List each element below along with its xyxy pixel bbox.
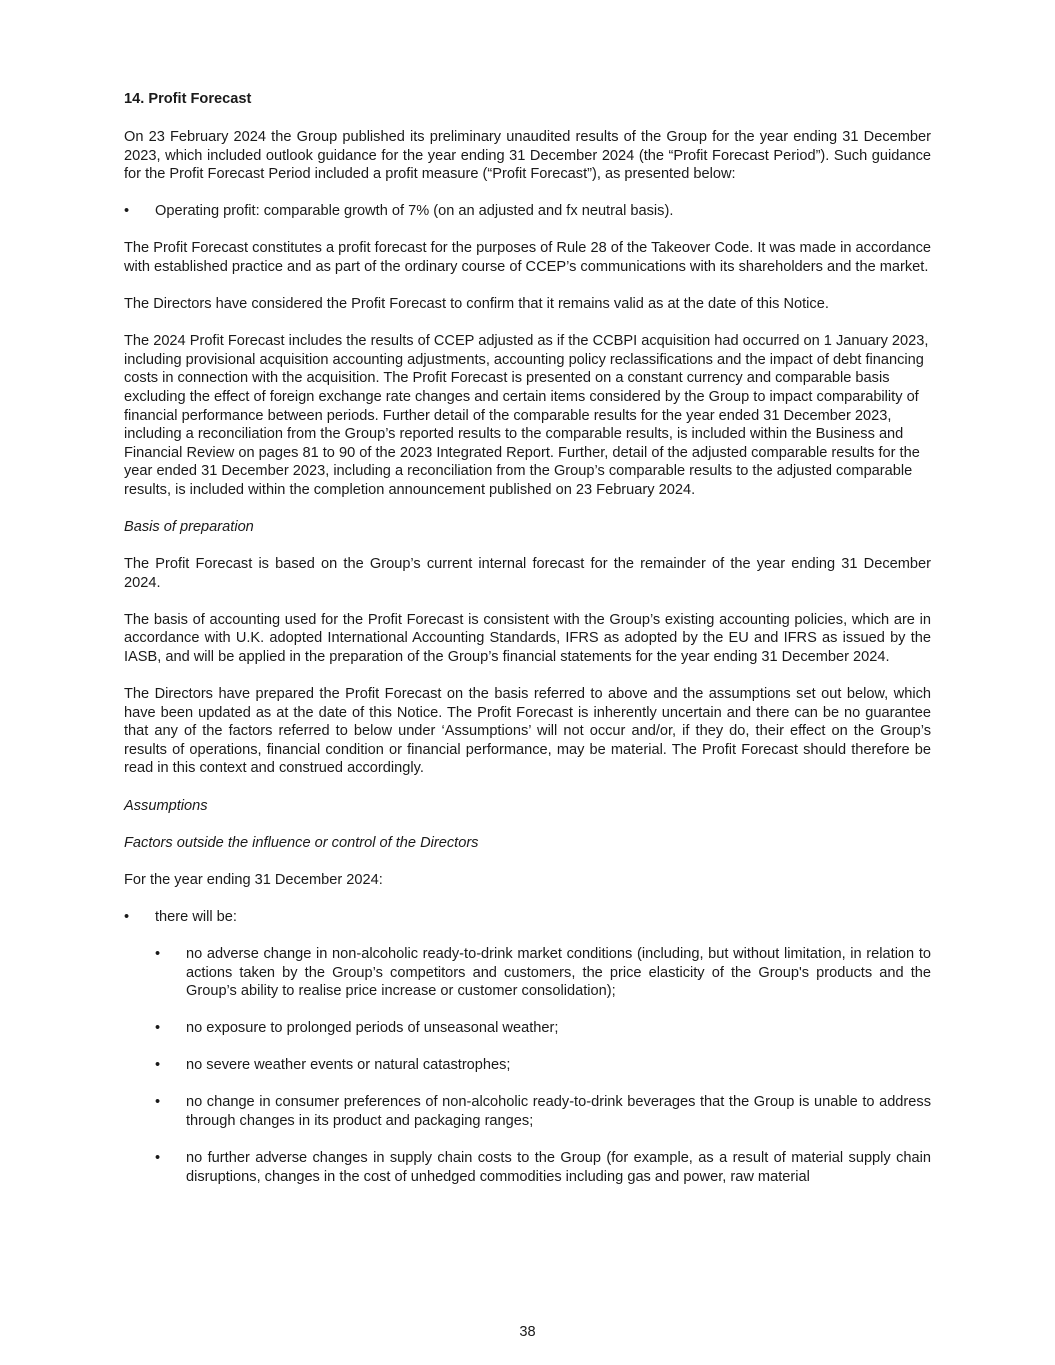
sub-bullet-unseasonal-weather: [155, 1019, 931, 1038]
bullet-there-will-be: [124, 908, 931, 927]
factors-heading: Factors outside the influence or control of the Directors: [124, 834, 479, 851]
sub-bullet-severe-weather: [155, 1056, 931, 1075]
bullet-text: no adverse change in non-alcoholic ready-to-drink market conditions (including, but without limitation, in relation to actions taken by the Group’s competitors and customers, the price elasticity of the Group's products and the Group’s ability to realise price increase or customer consolidation);: [186, 945, 931, 1000]
ccbpi-paragraph: The 2024 Profit Forecast includes the results of CCEP adjusted as if the CCBPI acquisition had occurred on 1 January 2023, including provisional acquisition accounting adjustments, accounting policy reclassifications and the impact of debt financing costs in connection with the acquisition. The Profit Forecast is presented on a constant currency and comparable basis excluding the effect of foreign exchange rate changes and certain items considered by the Group to impact comparability of financial performance between periods. Further detail of the comparable results for the year ended 31 December 2023, including a reconciliation from the Group’s reported results to the comparable results, is included within the Business and Financial Review on pages 81 to 90 of the 2023 Integrated Report. Further, detail of the adjusted comparable results for the year ended 31 December 2023, including a reconciliation from the Group’s comparable results to the adjusted comparable results, is included within the completion announcement published on 23 February 2024.: [124, 333, 929, 498]
bullet-symbol: •: [155, 1020, 161, 1037]
directors-confirm-paragraph: The Directors have considered the Profit Forecast to confirm that it remains valid as at the date of this Notice.: [124, 296, 829, 313]
bullet-symbol: •: [155, 1094, 161, 1111]
basis-of-preparation-heading: Basis of preparation: [124, 519, 254, 535]
basis-accounting-paragraph: The basis of accounting used for the Profit Forecast is consistent with the Group’s existing accounting policies, which are in accordance with U.K. adopted International Accounting Standards, IFRS as adopted by the EU and IFRS as issued by the IASB, and will be applied in the preparation of the Group’s financial statements for the year ending 31 December 2024.: [124, 611, 931, 665]
document-body: [124, 90, 931, 1205]
bullet-text: no severe weather events or natural catastrophes;: [186, 1057, 511, 1074]
bullet-text: no exposure to prolonged periods of unseasonal weather;: [186, 1020, 559, 1037]
sub-bullet-market-conditions: [155, 945, 931, 1001]
bullet-text: no change in consumer preferences of non-alcoholic ready-to-drink beverages that the Group is unable to address through changes in its product and packaging ranges;: [186, 1094, 931, 1129]
sub-bullet-consumer-preferences: [155, 1093, 931, 1130]
bullet-symbol: •: [155, 945, 161, 962]
intro-paragraph: On 23 February 2024 the Group published its preliminary unaudited results of the Group for the year ending 31 December 2023, which included outlook guidance for the year ending 31 December 2024 (the “Profit Forecast Period”). Such guidance for the Profit Forecast Period included a profit measure (“Profit Forecast”), as presented below:: [124, 129, 931, 183]
bullet-text: no further adverse changes in supply chain costs to the Group (for example, as a result of material supply chain disruptions, changes in the cost of unhedged commodities including gas and power, raw material: [186, 1150, 931, 1185]
assumptions-heading: Assumptions: [124, 797, 208, 814]
section-heading: 14. Profit Forecast: [124, 91, 252, 107]
bullet-symbol: •: [155, 1057, 161, 1074]
bullet-symbol: •: [124, 203, 130, 220]
directors-prepared-paragraph: The Directors have prepared the Profit Forecast on the basis referred to above and the assumptions set out below, which have been updated as at the date of this Notice. The Profit Forecast is inherently uncertain and there can be no guarantee that any of the factors referred to below under ‘Assumptions’ will not occur and/or, if they do, their effect on the Group’s results of operations, financial condition or financial performance, may be material. The Profit Forecast should therefore be read in this context and construed accordingly.: [124, 686, 931, 777]
rule28-paragraph: The Profit Forecast constitutes a profit forecast for the purposes of Rule 28 of the Takeover Code. It was made in accordance with established practice and as part of the ordinary course of CCEP’s communications with its shareholders and the market.: [124, 240, 931, 275]
bullet-symbol: •: [155, 1150, 161, 1167]
basis-internal-paragraph: The Profit Forecast is based on the Group’s current internal forecast for the remainder of the year ending 31 December 2024.: [124, 556, 931, 591]
sub-bullet-supply-chain: [155, 1149, 931, 1186]
bullet-text: Operating profit: comparable growth of 7% (on an adjusted and fx neutral basis).: [155, 203, 674, 220]
year-ending-paragraph: For the year ending 31 December 2024:: [124, 871, 383, 888]
bullet-symbol: •: [124, 908, 130, 925]
page-number: 38: [519, 1324, 536, 1340]
bullet-text: there will be:: [155, 908, 237, 925]
bullet-operating-profit: [124, 202, 931, 221]
